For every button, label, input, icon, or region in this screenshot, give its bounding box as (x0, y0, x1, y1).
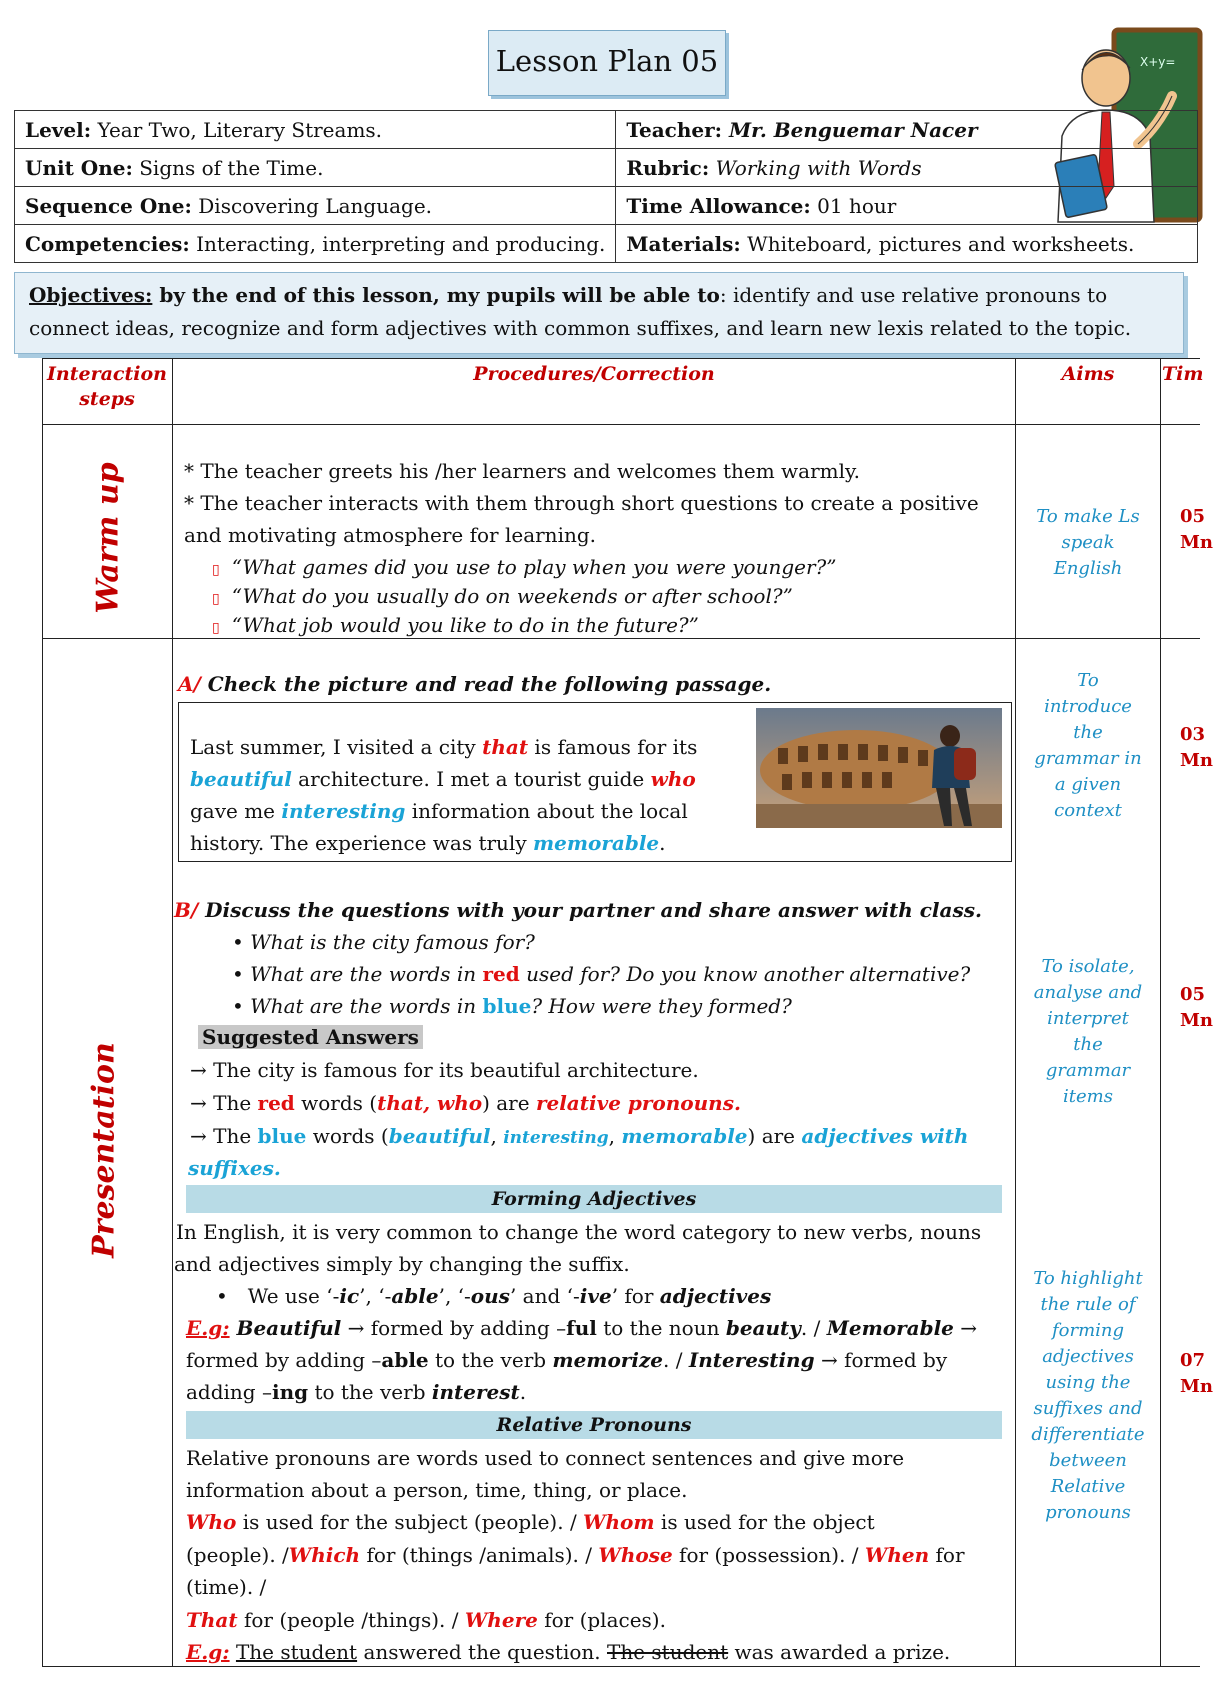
relative-line-1: Who is used for the subject (people). / Whom is used for the object (186, 1510, 875, 1534)
page-title: Lesson Plan 05 (495, 44, 719, 78)
discussion-question-1: • What is the city famous for? (232, 930, 535, 954)
forming-adjectives-band: Forming Adjectives (186, 1185, 1002, 1213)
answer-3: → The blue words (beautiful, interesting, memorable) are adjectives with (190, 1124, 969, 1148)
forming-time: 07 Mn (1180, 1350, 1213, 1397)
relative-paragraph-2: information about a person, time, thing, or place. (186, 1478, 688, 1502)
warmup-line-2: * The teacher interacts with them through short questions to create a positive (184, 491, 979, 515)
unit-cell: Unit One: Signs of the Time. (15, 149, 616, 187)
relative-paragraph-1: Relative pronouns are words used to connect sentences and give more (186, 1446, 905, 1470)
forming-example-line-3: adding –ing to the verb interest. (186, 1380, 527, 1404)
warmup-question-2: ▯ “What do you usually do on weekends or after school?” (212, 584, 793, 608)
discussion-question-3: • What are the words in blue? How were they formed? (232, 994, 792, 1018)
passage-line-1: Last summer, I visited a city that is famous for its (190, 735, 698, 759)
warmup-line-1: * The teacher greets his /her learners and welcomes them warmly. (184, 459, 861, 483)
materials-cell: Materials: Whiteboard, pictures and worksheets. (616, 225, 1198, 263)
relative-line-2: (people). /Which for (things /animals). / Whose for (possession). / When for (186, 1543, 965, 1567)
aims-column-line (1015, 358, 1016, 1666)
relative-example: E.g: The student answered the question. The student was awarded a prize. (186, 1640, 951, 1664)
competencies-cell: Competencies: Interacting, interpreting and producing. (15, 225, 616, 263)
warmup-line-3: and motivating atmosphere for learning. (184, 523, 597, 547)
table-header-bottom-line (42, 424, 1200, 425)
header-aims: Aims (1061, 363, 1115, 385)
presentation-time-2: 05 Mn (1180, 984, 1213, 1031)
time-column-line (1160, 358, 1161, 1666)
level-cell: Level: Year Two, Literary Streams. (15, 111, 616, 149)
passage-line-4: history. The experience was truly memorable. (190, 831, 666, 855)
suffix-bullet: • We use ‘-ic’, ‘-able’, ‘-ous’ and ‘-ive’ for adjectives (216, 1284, 772, 1308)
section-b-heading: B/ Discuss the questions with your partner and share answer with class. (174, 898, 982, 922)
warmup-question-3: ▯ “What job would you like to do in the future?” (212, 613, 699, 637)
relative-line-3: (time). / (186, 1575, 267, 1599)
table-top-line (42, 358, 1200, 359)
header-time: Tim (1162, 363, 1204, 385)
suggested-answers-label: Suggested Answers (198, 1021, 423, 1053)
bullet-icon: ▯ (212, 620, 220, 636)
header-procedures: Procedures/Correction (473, 363, 715, 385)
warmup-question-1: ▯ “What games did you use to play when you were younger?” (212, 555, 837, 579)
title-box (488, 30, 726, 96)
forming-paragraph-1: In English, it is very common to change the word category to new verbs, nouns (176, 1220, 982, 1244)
rubric-cell: Rubric: Working with Words (616, 149, 1198, 187)
warmup-aim: To make Ls speak English (1036, 506, 1140, 579)
presentation-aim-2: To isolate, analyse and interpret the grammar items (1033, 956, 1143, 1107)
svg-text:X+y=: X+y= (1140, 55, 1176, 69)
sequence-cell: Sequence One: Discovering Language. (15, 187, 616, 225)
relative-pronouns-band: Relative Pronouns (186, 1411, 1002, 1439)
step-presentation: Presentation (86, 1042, 122, 1258)
answer-2: → The red words (that, who) are relative pronouns. (190, 1091, 741, 1115)
presentation-aim-1: To introduce the grammar in a given context (1034, 670, 1142, 821)
time-allowance-cell: Time Allowance: 01 hour (616, 187, 1198, 225)
steps-column-line (172, 358, 173, 1666)
passage-line-2: beautiful architecture. I met a tourist guide who (190, 767, 696, 791)
answer-1: → The city is famous for its beautiful architecture. (190, 1058, 699, 1082)
header-info-table (14, 110, 1198, 263)
presentation-time-1: 03 Mn (1180, 724, 1213, 771)
forming-paragraph-2: and adjectives simply by changing the suffix. (174, 1252, 630, 1276)
bullet-icon: ▯ (212, 591, 220, 607)
colosseum-tourist-picture (756, 708, 1002, 828)
header-interaction-steps: Interaction steps (47, 363, 167, 410)
warmup-time: 05 Mn (1180, 506, 1213, 553)
relative-line-4: That for (people /things). / Where for (places). (186, 1608, 666, 1632)
answer-3-continued: suffixes. (188, 1156, 281, 1180)
bullet-icon: ▯ (212, 562, 220, 578)
objectives-box: Objectives: by the end of this lesson, my pupils will be able to: identify and use relative pronouns to connect ideas, recognize and form adjectives with common suffixes, and learn new lexis related to the topic. (14, 272, 1184, 354)
forming-example-line-2: formed by adding –able to the verb memorize. / Interesting → formed by (186, 1348, 948, 1372)
forming-aim: To highlight the rule of forming adjectives using the suffixes and differentiate between Relative pronouns (1031, 1268, 1145, 1523)
passage-line-3: gave me interesting information about the local (190, 799, 688, 823)
step-warm-up: Warm up (90, 462, 126, 614)
section-a-heading: A/ Check the picture and read the following passage. (178, 672, 772, 696)
teacher-cell: Teacher: Mr. Benguemar Nacer (616, 111, 1198, 149)
table-left-line (42, 358, 43, 1666)
discussion-question-2: • What are the words in red used for? Do you know another alternative? (232, 962, 971, 986)
forming-example-line-1: E.g: Beautiful → formed by adding –ful to the noun beauty. / Memorable → (186, 1316, 978, 1340)
